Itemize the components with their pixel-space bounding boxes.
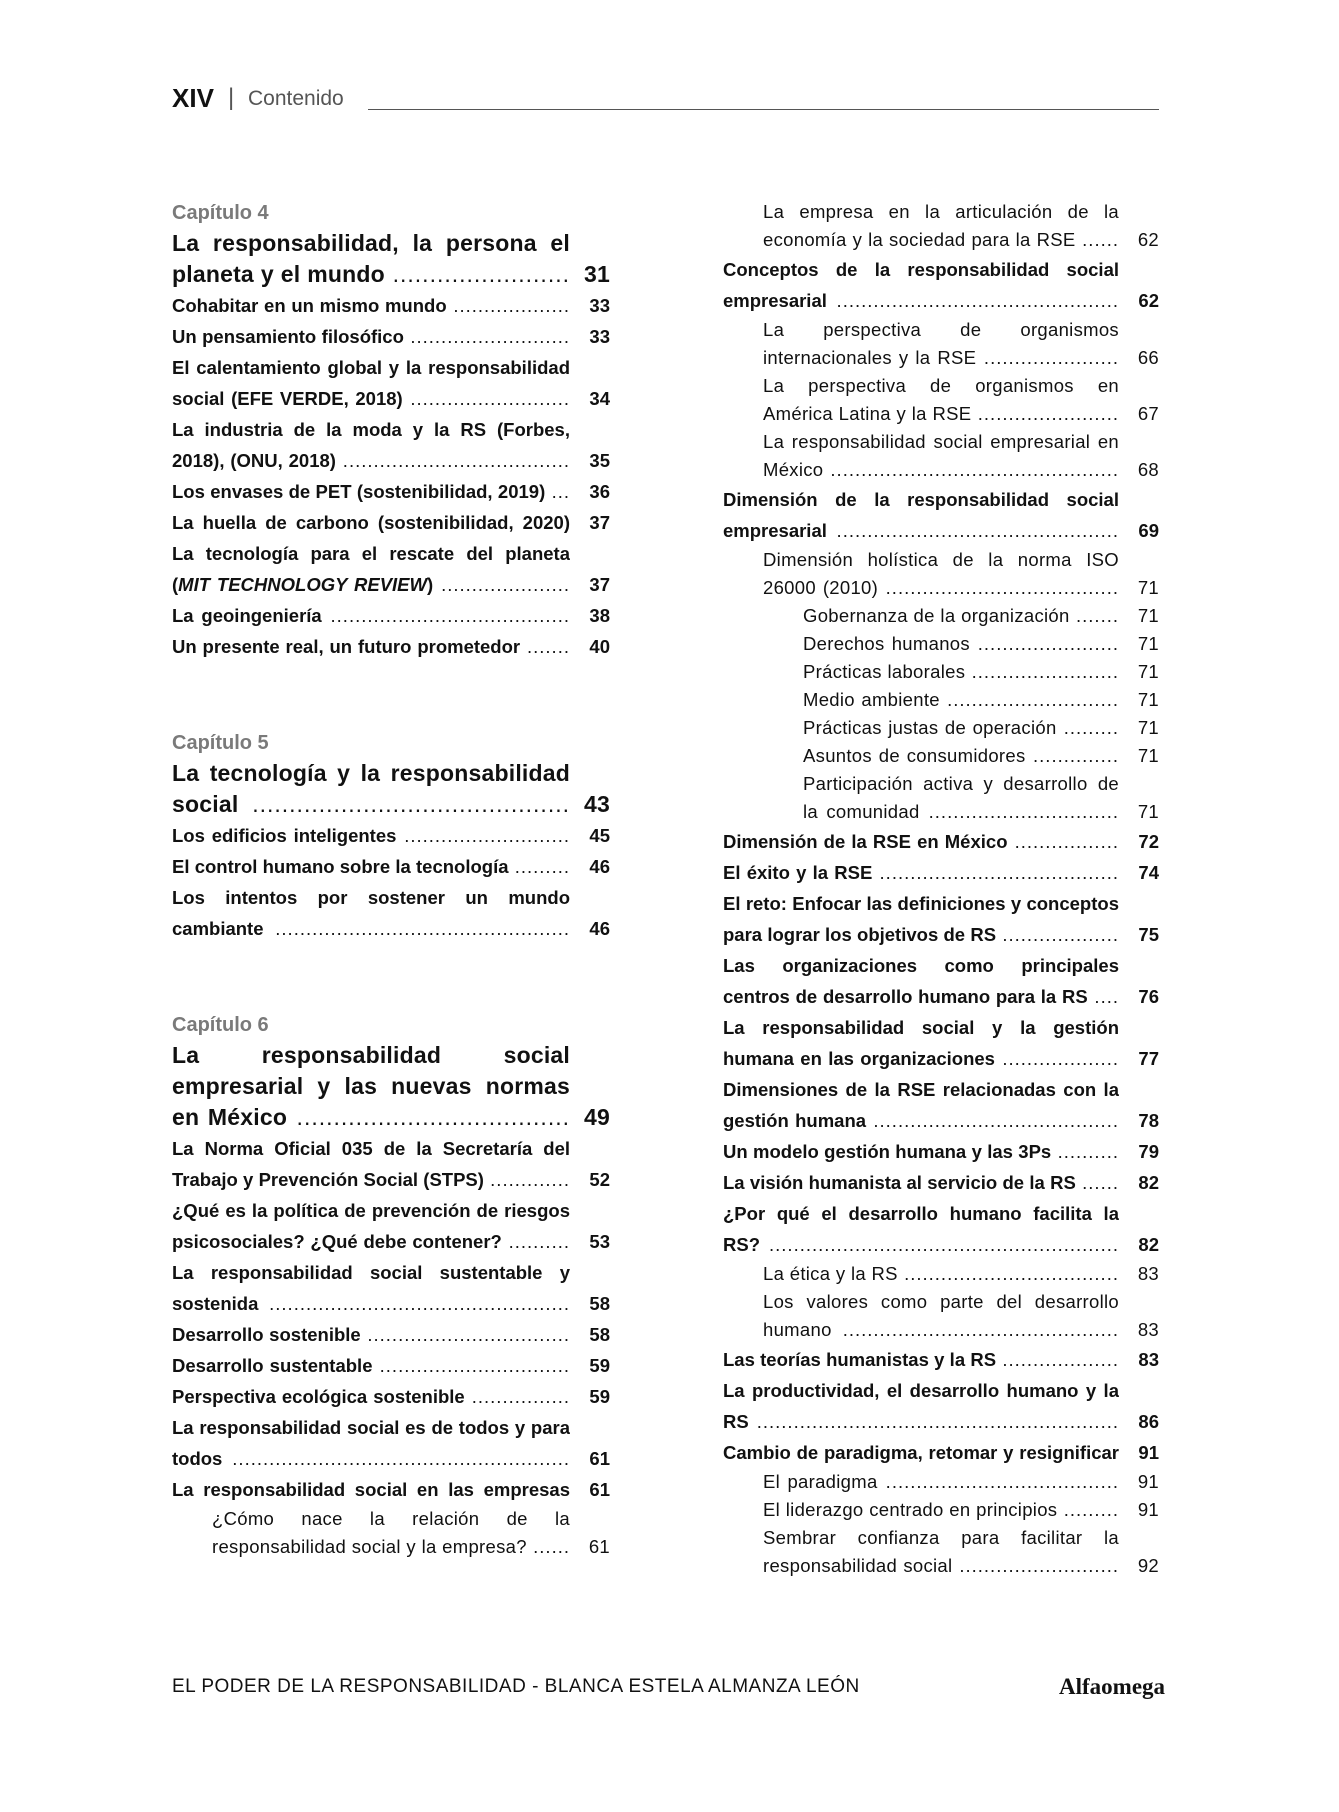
header-separator: | xyxy=(228,84,235,111)
chapter-label: Capítulo 5 xyxy=(172,732,269,754)
toc-entry[interactable]: Prácticas justas de operación ......... 71 xyxy=(803,717,1159,738)
toc-entry[interactable]: Derechos humanos ....................... 71 xyxy=(803,633,1159,654)
page-number-roman: XIV xyxy=(172,83,214,113)
toc-entry[interactable]: Desarrollo sostenible ................................. 58 xyxy=(172,1324,610,1345)
toc-entry[interactable]: El paradigma ...................................... 91 xyxy=(763,1471,1159,1492)
toc-entry[interactable]: El reto: Enfocar las definiciones y conceptos para lograr los objetivos de RS ................... 75 xyxy=(723,893,1159,945)
toc-entry[interactable]: La responsabilidad social y la gestión humana en las organizaciones ................... 77 xyxy=(723,1017,1159,1069)
toc-right-column xyxy=(723,198,1159,1580)
toc-entry[interactable]: Un presente real, un futuro prometedor ....... 40 xyxy=(172,636,610,657)
footer-book-title: EL PODER DE LA RESPONSABILIDAD - BLANCA ESTELA ALMANZA LEÓN xyxy=(172,1676,860,1697)
toc-left-column xyxy=(172,198,610,1561)
toc-entry[interactable]: Dimensión de la responsabilidad social empresarial .............................................. 69 xyxy=(723,489,1159,541)
toc-entry[interactable]: Los valores como parte del desarrollo humano ............................................. 83 xyxy=(763,1291,1159,1340)
toc-entry[interactable]: Las teorías humanistas y la RS ................... 83 xyxy=(723,1349,1159,1370)
toc-entry[interactable]: Medio ambiente ............................ 71 xyxy=(803,689,1159,710)
toc-entry[interactable]: La Norma Oficial 035 de la Secretaría del Trabajo y Prevención Social (STPS) ............. 52 xyxy=(172,1138,610,1190)
chapter-label: Capítulo 4 xyxy=(172,202,269,224)
toc-entry[interactable]: La responsabilidad social en las empresas 61 xyxy=(172,1479,610,1500)
toc-entry[interactable]: Participación activa y desarrollo de la comunidad ............................... 71 xyxy=(803,773,1159,822)
toc-entry[interactable]: Sembrar confianza para facilitar la responsabilidad social .......................... 92 xyxy=(763,1527,1159,1576)
toc-entry[interactable]: Prácticas laborales ........................ 71 xyxy=(803,661,1159,682)
toc-entry[interactable]: La responsabilidad social empresarial en México ............................................... 68 xyxy=(763,431,1159,480)
toc-entry[interactable]: Los envases de PET (sostenibilidad, 2019) ... 36 xyxy=(172,481,610,502)
publisher-logo: Alfaomega xyxy=(1059,1674,1166,1699)
toc-entry[interactable]: Desarrollo sustentable ............................... 59 xyxy=(172,1355,610,1376)
toc-entry[interactable]: La industria de la moda y la RS (Forbes, 2018), (ONU, 2018) ..................................... 35 xyxy=(172,419,610,471)
toc-entry[interactable]: Perspectiva ecológica sostenible ................ 59 xyxy=(172,1386,610,1407)
toc-entry[interactable]: La tecnología y la responsabilidad social ........................................... 43 xyxy=(172,760,610,817)
toc-entry[interactable]: Dimensiones de la RSE relacionadas con la gestión humana ........................................ 78 xyxy=(723,1079,1159,1131)
toc-entry[interactable]: ¿Qué es la política de prevención de riesgos psicosociales? ¿Qué debe contener? .......... 53 xyxy=(172,1200,610,1252)
chapter-label: Capítulo 6 xyxy=(172,1014,269,1036)
toc-entry[interactable]: Conceptos de la responsabilidad social empresarial .............................................. 62 xyxy=(723,259,1159,311)
toc-entry[interactable]: Un pensamiento filosófico .......................... 33 xyxy=(172,326,610,347)
toc-entry[interactable]: Un modelo gestión humana y las 3Ps .......... 79 xyxy=(723,1141,1159,1162)
toc-entry[interactable]: Cohabitar en un mismo mundo ................... 33 xyxy=(172,295,610,316)
toc-entry[interactable]: La visión humanista al servicio de la RS ...... 82 xyxy=(723,1172,1159,1193)
header-title: Contenido xyxy=(248,87,344,110)
toc-entry[interactable]: La responsabilidad social sustentable y sostenida ................................................. 58 xyxy=(172,1262,610,1314)
toc-entry[interactable]: Las organizaciones como principales centros de desarrollo humano para la RS .... 76 xyxy=(723,955,1159,1007)
toc-entry[interactable]: La tecnología para el rescate del planeta (MIT TECHNOLOGY REVIEW) ..................... 37 xyxy=(172,543,610,595)
toc-entry[interactable]: La geoingeniería ....................................... 38 xyxy=(172,605,610,626)
toc-entry[interactable]: La perspectiva de organismos en América Latina y la RSE ....................... 67 xyxy=(763,375,1159,424)
header-rule xyxy=(368,109,1159,110)
toc-entry[interactable]: Gobernanza de la organización ....... 71 xyxy=(803,605,1159,626)
toc-entry[interactable]: La huella de carbono (sostenibilidad, 2020) 37 xyxy=(172,512,610,533)
toc-entry[interactable]: La perspectiva de organismos internacionales y la RSE ...................... 66 xyxy=(763,319,1159,368)
toc-entry[interactable]: La productividad, el desarrollo humano y la RS ........................................................... 86 xyxy=(723,1380,1159,1432)
toc-entry[interactable]: La responsabilidad, la persona el planeta y el mundo ........................ 31 xyxy=(172,230,610,287)
toc-entry[interactable]: El control humano sobre la tecnología ......... 46 xyxy=(172,856,610,877)
toc-entry[interactable]: Asuntos de consumidores .............. 71 xyxy=(803,745,1159,766)
toc-entry[interactable]: Los intentos por sostener un mundo cambiante ................................................ 46 xyxy=(172,887,610,939)
toc-entry[interactable]: La ética y la RS ................................... 83 xyxy=(763,1263,1159,1284)
toc-entry[interactable]: La empresa en la articulación de la economía y la sociedad para la RSE ...... 62 xyxy=(763,201,1159,250)
toc-entry[interactable]: El calentamiento global y la responsabilidad social (EFE VERDE, 2018) .......................... 34 xyxy=(172,357,610,409)
toc-entry[interactable]: Dimensión holística de la norma ISO 26000 (2010) ...................................... 71 xyxy=(763,549,1159,598)
toc-entry[interactable]: Los edificios inteligentes ........................... 45 xyxy=(172,825,610,846)
toc-entry[interactable]: Dimensión de la RSE en México ................. 72 xyxy=(723,831,1159,852)
toc-entry[interactable]: El liderazgo centrado en principios ......... 91 xyxy=(763,1499,1159,1520)
toc-entry[interactable]: ¿Por qué el desarrollo humano facilita la RS? ......................................................... 82 xyxy=(723,1203,1159,1255)
toc-entry[interactable]: El éxito y la RSE ....................................... 74 xyxy=(723,862,1159,883)
toc-entry[interactable]: ¿Cómo nace la relación de la responsabilidad social y la empresa? ...... 61 xyxy=(212,1508,610,1557)
toc-entry[interactable]: La responsabilidad social empresarial y las nuevas normas en México ..................................... 49 xyxy=(172,1042,610,1130)
running-header xyxy=(172,82,1159,114)
toc-entry[interactable]: Cambio de paradigma, retomar y resignificar 91 xyxy=(723,1442,1159,1463)
toc-entry[interactable]: La responsabilidad social es de todos y para todos ....................................................... 61 xyxy=(172,1417,610,1469)
